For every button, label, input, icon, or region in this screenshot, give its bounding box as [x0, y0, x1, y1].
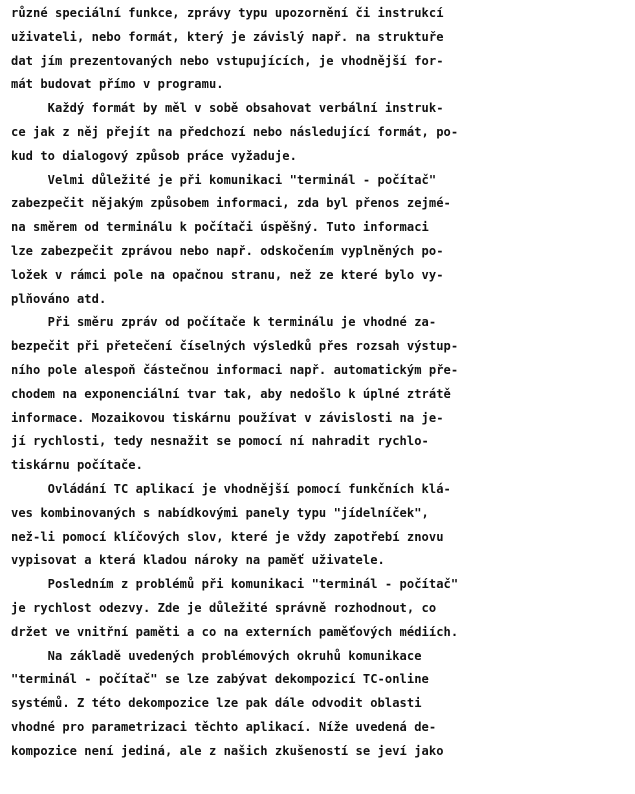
text-line: ves kombinovaných s nabídkovými panely typu "jídelníček", — [11, 505, 429, 520]
text-line: informace. Mozaikovou tiskárnu používat v závislosti na je- — [11, 410, 444, 425]
text-line: jí rychlosti, tedy nesnažit se pomocí ní nahradit rychlo- — [11, 434, 429, 449]
text-line: na směrem od terminálu k počítači úspěšný. Tuto informaci — [11, 220, 429, 235]
text-line: kompozice není jediná, ale z našich zkušeností se jeví jako — [11, 743, 444, 758]
text-line: Ovládání TC aplikací je vhodnější pomocí funkčních klá- — [11, 481, 451, 496]
text-line: Při směru zpráv od počítače k terminálu je vhodné za- — [11, 315, 437, 330]
text-line: mát budovat přímo v programu. — [11, 77, 224, 92]
text-line: ložek v rámci pole na opačnou stranu, než ze které bylo vy- — [11, 267, 444, 282]
text-line: držet ve vnitřní paměti a co na externích paměťových médiích. — [11, 624, 459, 639]
text-line: lze zabezpečit zprávou nebo např. odskočením vyplněných po- — [11, 243, 444, 258]
text-line: než-li pomocí klíčových slov, které je vždy zapotřebí znovu — [11, 529, 444, 544]
text-line: ce jak z něj přejít na předchozí nebo následující formát, po- — [11, 124, 459, 139]
text-line: vypisovat a která kladou nároky na paměť uživatele. — [11, 553, 385, 568]
text-line: tiskárnu počítače. — [11, 458, 143, 473]
text-line: plňováno atd. — [11, 291, 107, 306]
document-page — [11, 2, 631, 764]
text-line: Na základě uvedených problémových okruhů komunikace — [11, 648, 422, 663]
text-line: chodem na exponenciální tvar tak, aby nedošlo k úplné ztrátě — [11, 386, 451, 401]
text-line: uživateli, nebo formát, který je závislý např. na struktuře — [11, 29, 444, 44]
text-line: ního pole alespoň částečnou informaci např. automatickým pře- — [11, 362, 459, 377]
text-line: systémů. Z této dekompozice lze pak dále odvodit oblasti — [11, 696, 422, 711]
text-line: je rychlost odezvy. Zde je důležité správně rozhodnout, co — [11, 600, 437, 615]
text-line: Posledním z problémů při komunikaci "terminál - počítač" — [11, 577, 459, 592]
text-line: dat jím prezentovaných nebo vstupujících, je vhodnější for- — [11, 53, 444, 68]
text-line: zabezpečit nějakým způsobem informaci, zda byl přenos zejmé- — [11, 196, 451, 211]
text-line: bezpečit při přetečení číselných výsledků přes rozsah výstup- — [11, 339, 459, 354]
text-line: Každý formát by měl v sobě obsahovat verbální instruk- — [11, 101, 444, 116]
text-line: kud to dialogový způsob práce vyžaduje. — [11, 148, 297, 163]
text-line: Velmi důležité je při komunikaci "terminál - počítač" — [11, 172, 437, 187]
text-line: "terminál - počítač" se lze zabývat dekompozicí TC-online — [11, 672, 429, 687]
text-line: různé speciální funkce, zprávy typu upozornění či instrukcí — [11, 6, 444, 20]
text-line: vhodné pro parametrizaci těchto aplikací. Níže uvedená de- — [11, 719, 437, 734]
